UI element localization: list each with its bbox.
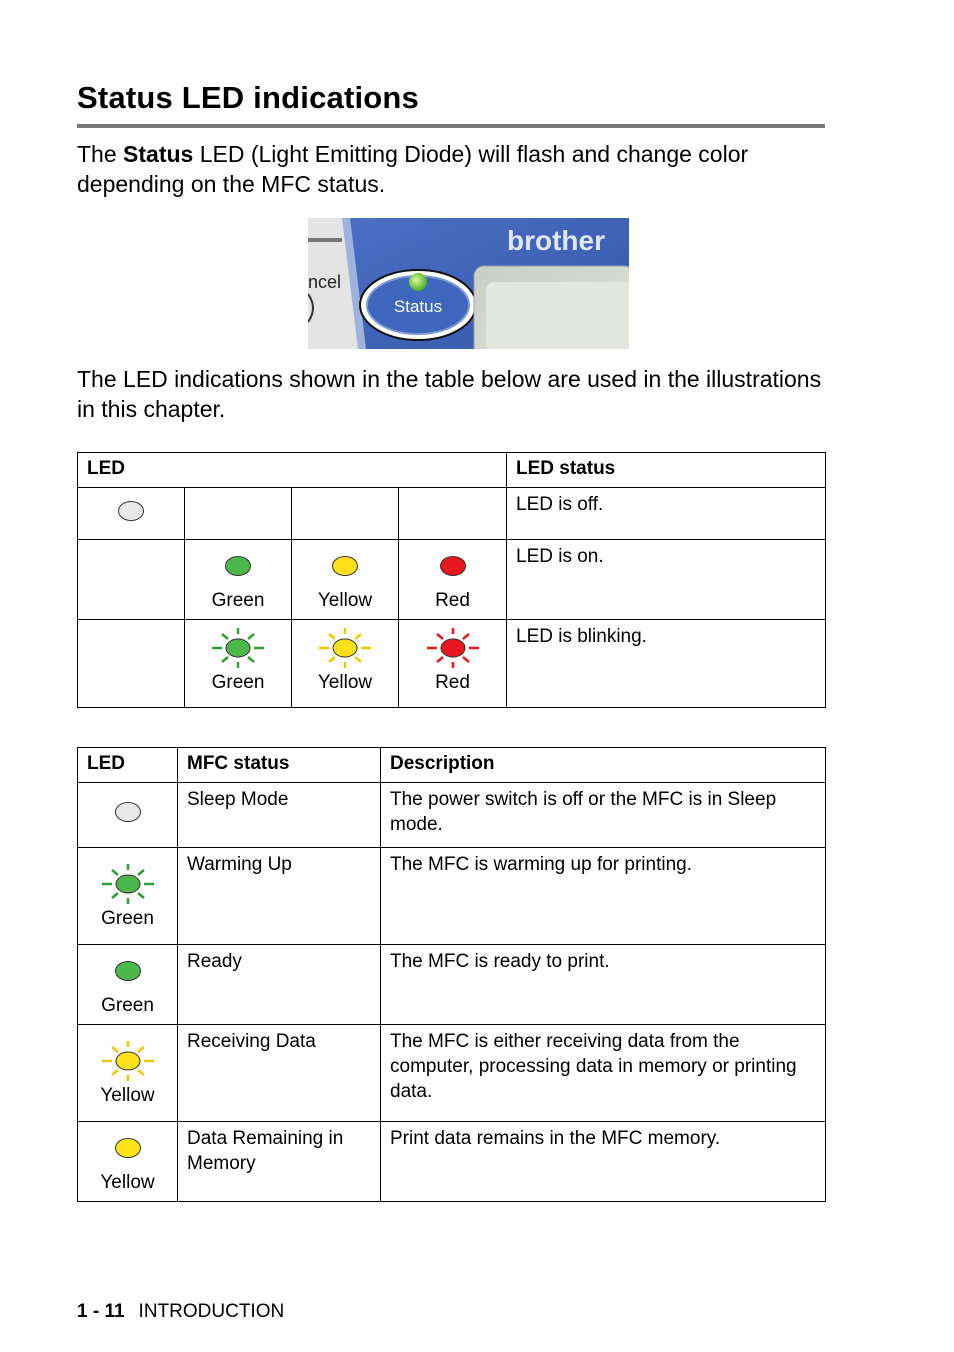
- mfc-status-table: [77, 747, 826, 1202]
- description-cell: The MFC is warming up for printing.: [381, 848, 826, 945]
- page-footer: [77, 1301, 284, 1323]
- led-yellow-on-icon: [332, 556, 358, 576]
- status-text: LED is blinking.: [507, 620, 826, 708]
- led-green-on-icon: [115, 961, 141, 981]
- led-green-blink-icon: [210, 626, 266, 670]
- col-header-led: LED: [78, 453, 507, 488]
- led-red-on-icon: [440, 556, 466, 576]
- table-row: [78, 488, 826, 540]
- led-red-blink-icon: [425, 626, 481, 670]
- table-row: [78, 1025, 826, 1122]
- title-rule: [77, 124, 825, 128]
- led-off-icon: [115, 802, 141, 822]
- page-number: 1 - 11: [77, 1301, 125, 1322]
- led-label: Green: [211, 672, 265, 693]
- col-header-description: Description: [381, 748, 826, 783]
- table-row: [78, 1122, 826, 1202]
- mfc-status-cell: Receiving Data: [178, 1025, 381, 1122]
- table-row: [78, 540, 826, 620]
- led-label: Yellow: [317, 590, 373, 611]
- table-row: [78, 848, 826, 945]
- cancel-label: ncel: [308, 272, 342, 292]
- led-legend-table: [77, 452, 826, 708]
- table-row: [78, 945, 826, 1025]
- brand-logo: brother: [507, 225, 605, 256]
- page-title: Status LED indications: [77, 80, 419, 115]
- col-header-led-status: LED status: [507, 453, 826, 488]
- led-label: Yellow: [317, 672, 373, 693]
- led-label: Yellow: [100, 1172, 155, 1193]
- section-name: INTRODUCTION: [138, 1301, 285, 1322]
- table-row: [78, 783, 826, 848]
- led-label: Red: [435, 672, 470, 693]
- led-off-icon: [118, 501, 144, 521]
- second-paragraph: The LED indications shown in the table below are used in the illustrations in this chapter.: [77, 366, 822, 422]
- led-yellow-on-icon: [115, 1138, 141, 1158]
- col-header-mfc-status: MFC status: [178, 748, 381, 783]
- col-header-led: LED: [78, 748, 178, 783]
- led-label: Red: [435, 590, 470, 611]
- status-text: LED is off.: [507, 488, 826, 540]
- control-panel-image: [308, 218, 629, 349]
- led-yellow-blink-icon: [317, 626, 373, 670]
- led-green-on-icon: [225, 556, 251, 576]
- led-label: Green: [101, 995, 154, 1016]
- mfc-status-cell: Ready: [178, 945, 381, 1025]
- led-green-blink-icon: [100, 862, 156, 906]
- status-button-label: Status: [393, 297, 443, 316]
- status-led-icon: [409, 273, 427, 291]
- mfc-status-cell: Warming Up: [178, 848, 381, 945]
- description-cell: Print data remains in the MFC memory.: [381, 1122, 826, 1202]
- description-cell: The MFC is ready to print.: [381, 945, 826, 1025]
- status-text: LED is on.: [507, 540, 826, 620]
- description-cell: The power switch is off or the MFC is in Sleep mode.: [381, 783, 826, 848]
- table-row: [78, 620, 826, 708]
- description-cell: The MFC is either receiving data from the computer, processing data in memory or printing data.: [381, 1025, 826, 1122]
- led-label: Green: [101, 908, 154, 929]
- led-label: Yellow: [100, 1085, 155, 1106]
- mfc-status-cell: Data Remaining in Memory: [178, 1122, 381, 1202]
- led-label: Green: [211, 590, 265, 611]
- mfc-status-cell: Sleep Mode: [178, 783, 381, 848]
- led-yellow-blink-icon: [100, 1039, 156, 1083]
- intro-paragraph: The Status LED (Light Emitting Diode) will flash and change color depending on the MFC status.: [77, 141, 749, 197]
